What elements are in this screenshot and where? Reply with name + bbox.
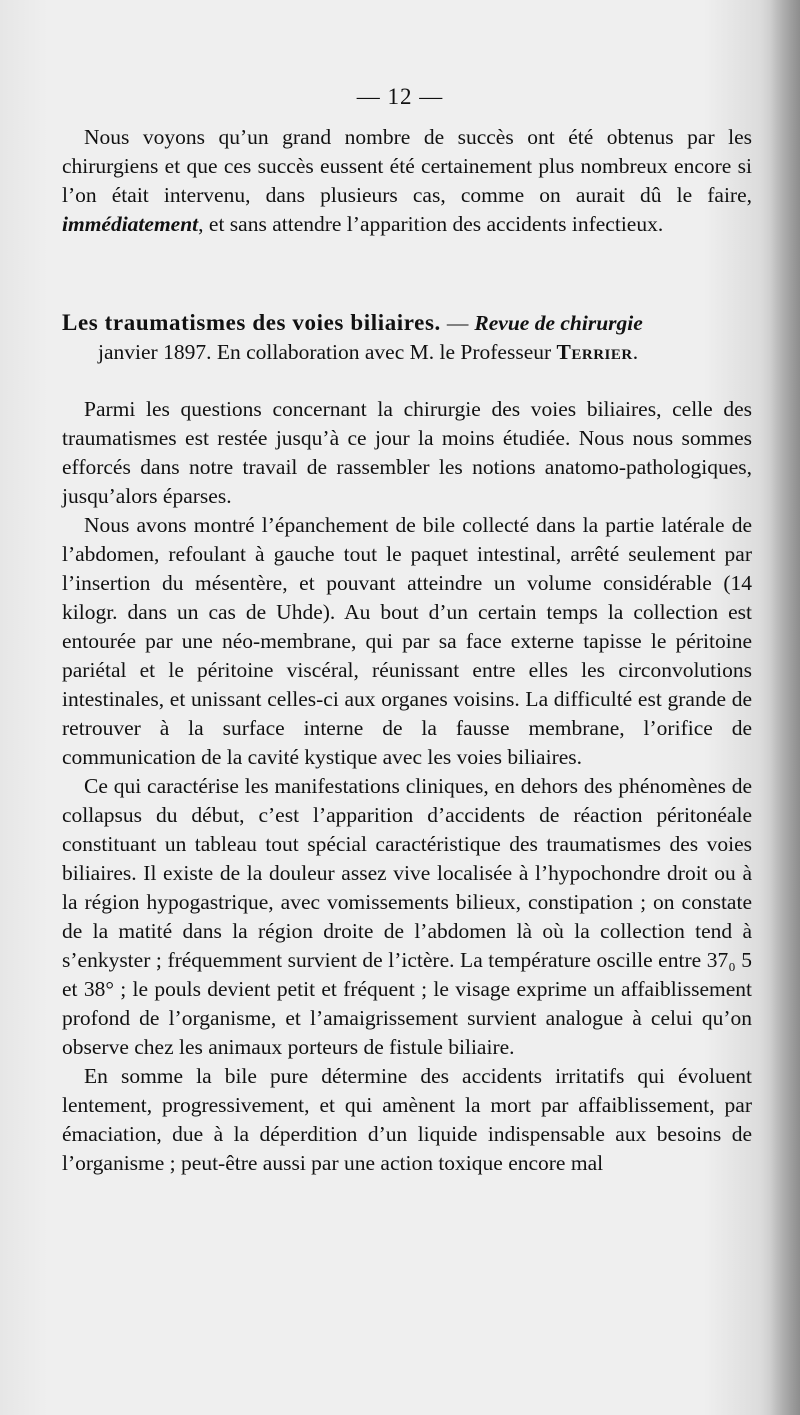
coauthor-name: Terrier xyxy=(556,340,633,364)
paragraph: Nous avons montré l’épanchement de bile collecté dans la partie latérale de l’abdomen, refoulant à gauche tout le paquet intestinal, arrêté seulement par l’insertion du mésentère, et pouvant atteindre un volume considérable (14 kilogr. dans un cas de Uhde). Au bout d’un certain temps la collection est entourée par une néo-membrane, qui par sa face externe tapisse le péritoine pariétal et le péritoine viscéral, réunissant entre elles les circonvolutions intestinales, et unissant celles-ci aux organes voisins. La difficulté est grande de retrouver à la surface interne de la fausse membrane, l’orifice de communication de la cavité kystique avec les voies biliaires. xyxy=(62,513,752,769)
heading-line2 xyxy=(62,338,752,367)
intro-text xyxy=(62,123,752,239)
heading-dash: — xyxy=(446,311,469,335)
page-number: — 12 — xyxy=(356,84,444,109)
heading-end: . xyxy=(632,340,639,364)
paragraph: Parmi les questions concernant la chirurgie des voies biliaires, celle des traumatismes est restée jusqu’à ce jour la moins étudiée. Nous nous sommes efforcés dans notre travail de rassembler les notions anatomo-pathologiques, jusqu’alors éparses. xyxy=(62,397,752,508)
body-text xyxy=(62,395,752,1178)
journal-name: Revue de chirurgie xyxy=(474,311,643,335)
intro-emphasis: immédiatement xyxy=(62,212,199,236)
paragraph: Ce qui caractérise les manifestations cliniques, en dehors des phénomènes de collapsus du début, c’est l’apparition d’accidents de réaction péritonéale constituant un tableau tout spécial caractéristique des traumatismes des voies biliaires. Il existe de la douleur assez vive localisée à l’hypochondre droit ou à la région hypogastrique, avec vomissements bilieux, constipation ; on constate de la matité dans la région droite de l’abdomen là où la collection tend à s’enkyster ; fréquemment survient de l’ictère. La température oscille entre 37₀ 5 et 38° ; le pouls devient petit et fréquent ; le visage exprime un affaiblissement profond de l’organisme, et l’amaigrissement survient analogue à celui qu’on observe chez les animaux porteurs de fistule biliaire. xyxy=(62,774,752,1059)
intro-text-part1: Nous voyons qu’un grand nombre de succès ont été obtenus par les chirurgiens et que ces succès eussent été certainement plus nombreux encore si l’on était intervenu, dans plusieurs cas, comme on aurait dû le faire, xyxy=(62,125,752,207)
page-edge-shadow xyxy=(770,0,800,1415)
publication-info: janvier 1897. En collaboration avec M. le Professeur xyxy=(98,340,557,364)
intro-text-part2: , et sans attendre l’apparition des accidents infectieux. xyxy=(198,212,664,236)
section-heading xyxy=(62,308,752,367)
paragraph: En somme la bile pure détermine des accidents irritatifs qui évoluent lentement, progressivement, et qui amènent la mort par affaiblissement, par émaciation, due à la déperdition d’un liquide indispensable aux besoins de l’organisme ; peut-être aussi par une action toxique encore mal xyxy=(62,1064,752,1175)
section-title: Les traumatismes des voies biliaires. xyxy=(62,310,441,335)
intro-paragraph xyxy=(62,123,752,239)
